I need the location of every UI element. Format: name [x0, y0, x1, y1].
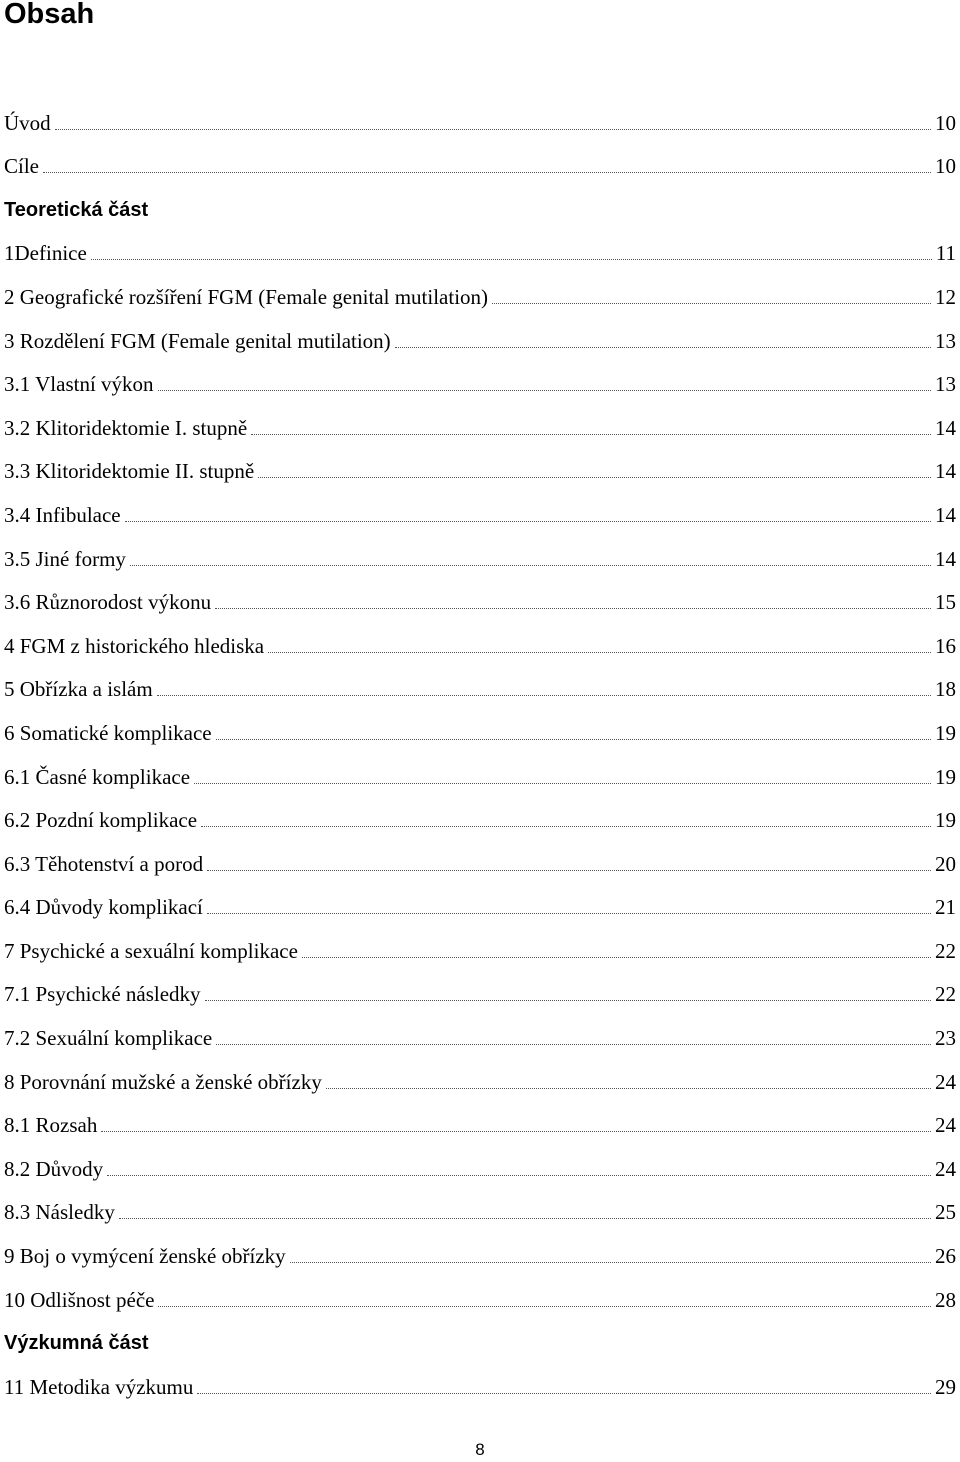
- toc-entry: [4, 140, 956, 184]
- toc-entry-label: Cíle: [4, 154, 39, 179]
- toc-dot-leader: [91, 259, 932, 260]
- toc-dot-leader: [197, 1393, 931, 1394]
- table-of-contents: [4, 96, 956, 1404]
- toc-dot-leader: [395, 347, 931, 348]
- toc-entry: [4, 1142, 956, 1186]
- toc-entry-page-number: 16: [935, 633, 956, 658]
- toc-dot-leader: [302, 957, 931, 958]
- toc-entry: [4, 576, 956, 620]
- toc-entry-label: 8 Porovnání mužské a ženské obřízky: [4, 1069, 322, 1094]
- toc-entry: [4, 1011, 956, 1055]
- toc-dot-leader: [290, 1262, 931, 1263]
- toc-dot-leader: [205, 1000, 931, 1001]
- toc-dot-leader: [158, 390, 931, 391]
- toc-dot-leader: [251, 434, 931, 435]
- toc-entry-label: Teoretická část: [4, 198, 149, 221]
- toc-entry-page-number: 19: [935, 764, 956, 789]
- toc-entry: [4, 445, 956, 489]
- toc-entry-page-number: 22: [935, 938, 956, 963]
- toc-entry-page-number: 10: [935, 110, 956, 135]
- toc-entry-page-number: 23: [935, 1026, 956, 1051]
- toc-entry-label: 9 Boj o vymýcení ženské obřízky: [4, 1244, 286, 1269]
- toc-entry: [4, 1273, 956, 1317]
- toc-dot-leader: [207, 870, 931, 871]
- toc-entry-label: 5 Obřízka a islám: [4, 677, 153, 702]
- toc-entry-page-number: 19: [935, 808, 956, 833]
- toc-entry-label: 7.2 Sexuální komplikace: [4, 1026, 213, 1051]
- toc-entry: [4, 1360, 956, 1404]
- toc-entry-label: 6.4 Důvody komplikací: [4, 895, 203, 920]
- footer-page-number: 8: [475, 1440, 485, 1459]
- toc-dot-leader: [216, 739, 931, 740]
- toc-entry-page-number: 12: [935, 284, 956, 309]
- toc-dot-leader: [201, 826, 931, 827]
- toc-entry-label: 10 Odlišnost péče: [4, 1287, 155, 1312]
- toc-entry-label: 3.3 Klitoridektomie II. stupně: [4, 459, 255, 484]
- toc-entry-label: 8.1 Rozsah: [4, 1113, 98, 1138]
- toc-section-heading: [4, 183, 956, 227]
- toc-entry: [4, 924, 956, 968]
- toc-dot-leader: [492, 303, 931, 304]
- toc-entry-page-number: 13: [935, 372, 956, 397]
- toc-entry: [4, 619, 956, 663]
- toc-entry: [4, 227, 956, 271]
- toc-dot-leader: [326, 1088, 931, 1089]
- toc-dot-leader: [158, 1306, 931, 1307]
- toc-entry-page-number: 14: [935, 546, 956, 571]
- toc-dot-leader: [107, 1175, 931, 1176]
- toc-entry-label: 3 Rozdělení FGM (Female genital mutilation): [4, 328, 391, 353]
- toc-entry: [4, 1186, 956, 1230]
- toc-entry-label: 3.5 Jiné formy: [4, 546, 126, 571]
- toc-entry-label: Výzkumná část: [4, 1332, 149, 1355]
- toc-entry-label: 3.6 Různorodost výkonu: [4, 590, 212, 615]
- toc-dot-leader: [215, 608, 931, 609]
- toc-entry-page-number: 14: [935, 502, 956, 527]
- page-title: Obsah: [4, 0, 95, 30]
- toc-entry: [4, 706, 956, 750]
- toc-entry: [4, 794, 956, 838]
- toc-entry-page-number: 19: [935, 720, 956, 745]
- toc-entry-label: 6.3 Těhotenství a porod: [4, 851, 204, 876]
- toc-entry: [4, 96, 956, 140]
- toc-entry: [4, 837, 956, 881]
- toc-entry-page-number: 24: [935, 1156, 956, 1181]
- toc-entry-page-number: 20: [935, 851, 956, 876]
- toc-entry-label: Úvod: [4, 110, 51, 135]
- toc-entry-page-number: 13: [935, 328, 956, 353]
- toc-entry: [4, 1055, 956, 1099]
- toc-entry: [4, 881, 956, 925]
- toc-entry: [4, 488, 956, 532]
- toc-entry-label: 6.1 Časné komplikace: [4, 764, 191, 789]
- toc-entry-label: 2 Geografické rozšíření FGM (Female genital mutilation): [4, 284, 489, 309]
- toc-entry-page-number: 14: [935, 415, 956, 440]
- toc-entry-label: 6.2 Pozdní komplikace: [4, 808, 198, 833]
- toc-dot-leader: [216, 1044, 931, 1045]
- toc-entry-label: 4 FGM z historického hlediska: [4, 633, 265, 658]
- toc-entry-label: 7 Psychické a sexuální komplikace: [4, 938, 298, 963]
- toc-dot-leader: [207, 913, 931, 914]
- toc-entry: [4, 358, 956, 402]
- toc-entry: [4, 401, 956, 445]
- toc-dot-leader: [130, 565, 931, 566]
- toc-entry-page-number: 18: [935, 677, 956, 702]
- toc-entry: [4, 270, 956, 314]
- toc-dot-leader: [157, 695, 931, 696]
- toc-entry: [4, 532, 956, 576]
- toc-entry-page-number: 15: [935, 590, 956, 615]
- toc-entry-page-number: 14: [935, 459, 956, 484]
- toc-entry: [4, 1099, 956, 1143]
- toc-dot-leader: [101, 1131, 931, 1132]
- toc-dot-leader: [125, 521, 931, 522]
- toc-entry: [4, 968, 956, 1012]
- toc-entry-page-number: 28: [935, 1287, 956, 1312]
- toc-section-heading: [4, 1317, 956, 1361]
- toc-entry-page-number: 21: [935, 895, 956, 920]
- toc-dot-leader: [194, 783, 931, 784]
- toc-entry-label: 3.1 Vlastní výkon: [4, 372, 154, 397]
- toc-entry-label: 1Definice: [4, 241, 87, 266]
- toc-entry-page-number: 24: [935, 1113, 956, 1138]
- toc-entry-page-number: 26: [935, 1244, 956, 1269]
- toc-entry-label: 6 Somatické komplikace: [4, 720, 212, 745]
- toc-entry-page-number: 25: [935, 1200, 956, 1225]
- toc-entry-page-number: 22: [935, 982, 956, 1007]
- toc-entry-page-number: 29: [935, 1374, 956, 1399]
- toc-entry-label: 8.3 Následky: [4, 1200, 115, 1225]
- toc-entry-label: 7.1 Psychické následky: [4, 982, 201, 1007]
- toc-dot-leader: [43, 172, 931, 173]
- toc-entry: [4, 750, 956, 794]
- toc-entry: [4, 663, 956, 707]
- toc-dot-leader: [119, 1218, 931, 1219]
- toc-entry: [4, 314, 956, 358]
- toc-entry-label: 8.2 Důvody: [4, 1156, 104, 1181]
- toc-entry-page-number: 10: [935, 154, 956, 179]
- toc-entry-page-number: 24: [935, 1069, 956, 1094]
- toc-dot-leader: [55, 129, 931, 130]
- toc-entry-label: 3.4 Infibulace: [4, 502, 121, 527]
- toc-entry-label: 11 Metodika výzkumu: [4, 1374, 194, 1399]
- toc-dot-leader: [268, 652, 931, 653]
- toc-dot-leader: [258, 477, 931, 478]
- toc-entry-page-number: 11: [935, 241, 956, 266]
- toc-entry: [4, 1229, 956, 1273]
- toc-entry-label: 3.2 Klitoridektomie I. stupně: [4, 415, 248, 440]
